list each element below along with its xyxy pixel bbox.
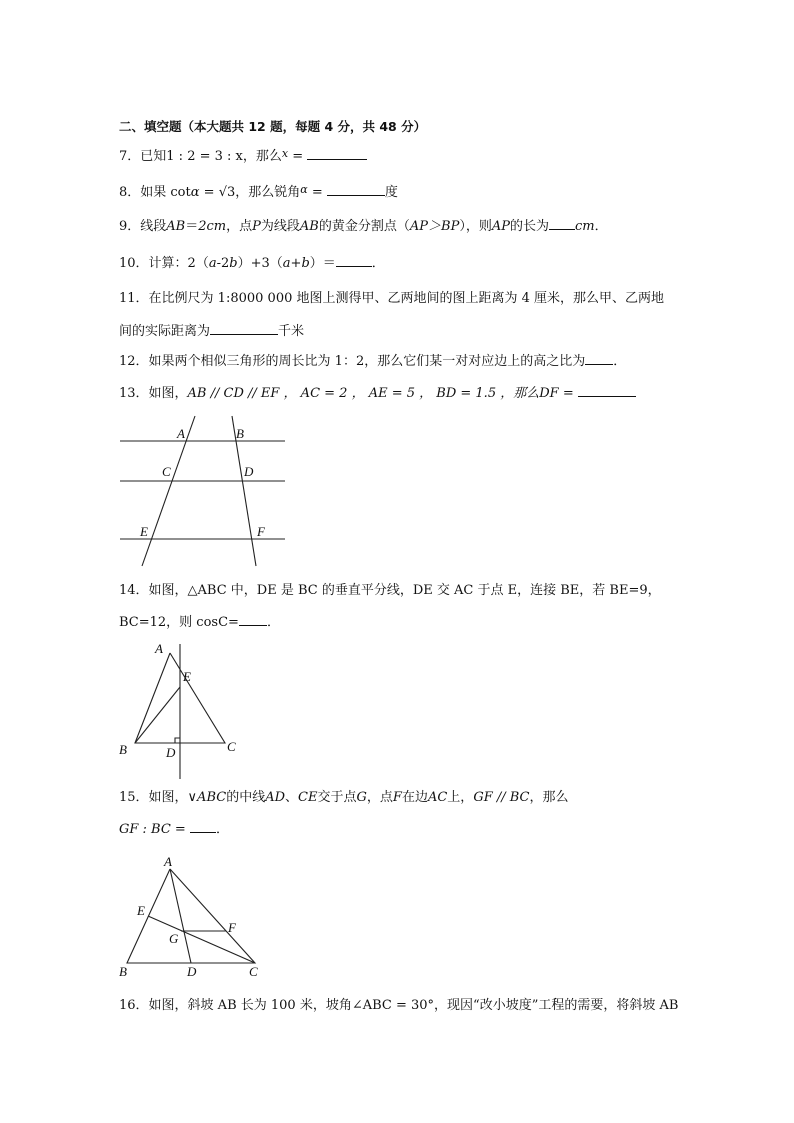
q9-text-f: ），则: [459, 219, 492, 234]
q7-var: x: [281, 147, 289, 160]
label-b: B: [236, 426, 244, 441]
q13-answer-blank[interactable]: [578, 384, 636, 397]
q9-text-g: 的长为: [509, 219, 549, 234]
label-d: D: [187, 964, 197, 979]
q11-unit: 千米: [278, 324, 305, 339]
q10-minus-2: -2: [216, 256, 230, 271]
q10-vec-b: b: [229, 256, 238, 271]
q10-answer-blank[interactable]: [336, 254, 372, 267]
q15-text-a: 15．如图，: [119, 790, 188, 805]
label-a: A: [177, 426, 185, 441]
q13-eq: =: [558, 386, 578, 401]
question-9: [119, 217, 608, 236]
q15-text-b: 的中线: [226, 790, 266, 805]
q15-g: G: [356, 790, 367, 805]
triangle-abc: [127, 869, 255, 963]
q14-text: BC=12，则 cosC=: [119, 615, 239, 630]
q7-text-b: ，那么: [242, 149, 282, 164]
q10-vec-b-2: b: [301, 256, 310, 271]
question-7: [119, 145, 367, 166]
q8-text-b: ，那么锐角: [235, 185, 301, 200]
label-f: F: [257, 524, 265, 539]
q9-text-d: 为线段: [260, 219, 300, 234]
q13-text-a: 13．如图，: [119, 386, 188, 401]
q9-p: P: [252, 219, 261, 234]
q10-text-b: ）+3（: [237, 256, 283, 271]
q14-end: ．: [266, 615, 280, 630]
section-header: 二、填空题（本大题共 12 题，每题 4 分，共 48 分）: [119, 119, 427, 134]
label-g: G: [169, 931, 179, 946]
q11-text: 间的实际距离为: [119, 324, 211, 339]
label-b: B: [119, 964, 127, 979]
q15-f: F: [392, 790, 402, 805]
q8-sqrt: √3: [218, 185, 236, 200]
q9-condition: AP＞BP: [409, 219, 460, 234]
label-d: D: [244, 464, 254, 479]
q9-end: ．: [594, 219, 608, 234]
q15-triangle: ∨ABC: [187, 790, 227, 805]
q15-text-d: 交于点: [317, 790, 357, 805]
q7-answer-blank[interactable]: [307, 147, 367, 160]
q10-plus: +: [290, 256, 302, 271]
q9-ab-2: AB: [299, 219, 319, 234]
q7-eq: =: [288, 149, 308, 164]
q15-answer-blank[interactable]: [190, 820, 216, 833]
q15-condition: GF // BC: [473, 790, 530, 805]
q15-ac: AC: [427, 790, 448, 805]
q9-answer-blank[interactable]: [549, 217, 575, 230]
question-8: [119, 181, 398, 202]
q9-text-b: ＝: [185, 219, 199, 234]
q10-text-c: ）＝: [309, 256, 336, 271]
q9-length: 2cm: [198, 219, 227, 234]
q10-text-a: 10．计算：2（: [119, 256, 209, 271]
question-11-line-1: 11．在比例尺为 1:8000 000 地图上测得甲、乙两地间的图上距离为 4 厘米，那么甲、乙两地: [119, 291, 665, 306]
question-14-line-1: 14．如图，△ABC 中，DE 是 BC 的垂直平分线，DE 交 AC 于点 E，连接 BE，若 BE=9，: [119, 583, 661, 598]
q12-answer-blank[interactable]: [585, 352, 613, 365]
question-15-line-1: [119, 789, 569, 807]
q10-vec-a-2: a: [282, 256, 291, 271]
q8-alpha: α: [190, 185, 200, 200]
q9-ab: AB: [166, 219, 186, 234]
label-e: E: [137, 903, 145, 918]
label-f: F: [228, 920, 236, 935]
q15-ce: CE: [298, 790, 318, 805]
q15-text-g2: 上，: [447, 790, 474, 805]
q10-vec-a: a: [208, 256, 217, 271]
q7-text-a: 7．已知: [119, 149, 167, 164]
q9-text-e: 的黄金分割点（: [318, 219, 410, 234]
median-ce: [148, 916, 255, 963]
question-11-line-2: [119, 322, 304, 341]
question-12: [119, 352, 626, 371]
q7-ratio: 1 : 2 = 3 : x: [166, 149, 243, 164]
q9-text-c: ，点: [226, 219, 253, 234]
q12-end: ．: [613, 354, 627, 369]
segment-be: [135, 687, 180, 743]
right-angle-mark: [175, 738, 180, 743]
label-b: B: [119, 742, 127, 757]
q13-df: DF: [539, 386, 559, 401]
label-e: E: [183, 669, 191, 684]
q8-eq: =: [199, 185, 219, 200]
figure-15: [115, 852, 275, 982]
q15-text-h: ，那么: [529, 790, 569, 805]
figure-13: [115, 414, 295, 574]
q15-text-f2: 在边: [401, 790, 428, 805]
q13-condition: AB // CD // EF ， AC = 2 ， AE = 5 ， BD = 1.5 ，那么: [187, 386, 540, 401]
label-a: A: [155, 641, 163, 656]
q11-answer-blank[interactable]: [210, 322, 278, 335]
label-a: A: [164, 854, 172, 869]
q10-end: ．: [371, 256, 385, 271]
label-c: C: [227, 739, 236, 754]
label-c: C: [162, 464, 171, 479]
median-ad: [170, 869, 191, 963]
label-d: D: [166, 745, 176, 760]
q15-text-c: 、: [285, 790, 299, 805]
q9-text-a: 9．线段: [119, 219, 167, 234]
q8-text-a: 8．如果 cot: [119, 185, 191, 200]
q15-ratio: GF : BC =: [119, 822, 190, 837]
q15-ad: AD: [265, 790, 286, 805]
q14-answer-blank[interactable]: [239, 613, 267, 626]
label-e: E: [140, 524, 148, 539]
q8-answer-blank[interactable]: [327, 183, 385, 196]
question-15-line-2: [119, 820, 229, 839]
label-c: C: [249, 964, 258, 979]
q15-text-e: ，点: [366, 790, 393, 805]
q8-unit: 度: [384, 185, 398, 200]
q15-end: ．: [215, 822, 229, 837]
question-16-line-1: 16．如图，斜坡 AB 长为 100 米，坡角∠ABC = 30°，现因“改小坡度”工程的需要，将斜坡 AB: [119, 998, 679, 1013]
transversal-ace: [142, 416, 195, 566]
q8-text-c: =: [307, 185, 327, 200]
q9-unit: cm: [575, 219, 595, 234]
figure-14: [115, 636, 245, 781]
q12-text: 12．如果两个相似三角形的周长比为 1：2，那么它们某一对对应边上的高之比为: [119, 354, 586, 369]
question-13: [119, 384, 636, 403]
q8-alpha-2: α: [300, 183, 308, 196]
q9-ap: AP: [491, 219, 510, 234]
question-10: [119, 254, 385, 273]
question-14-line-2: [119, 613, 280, 632]
